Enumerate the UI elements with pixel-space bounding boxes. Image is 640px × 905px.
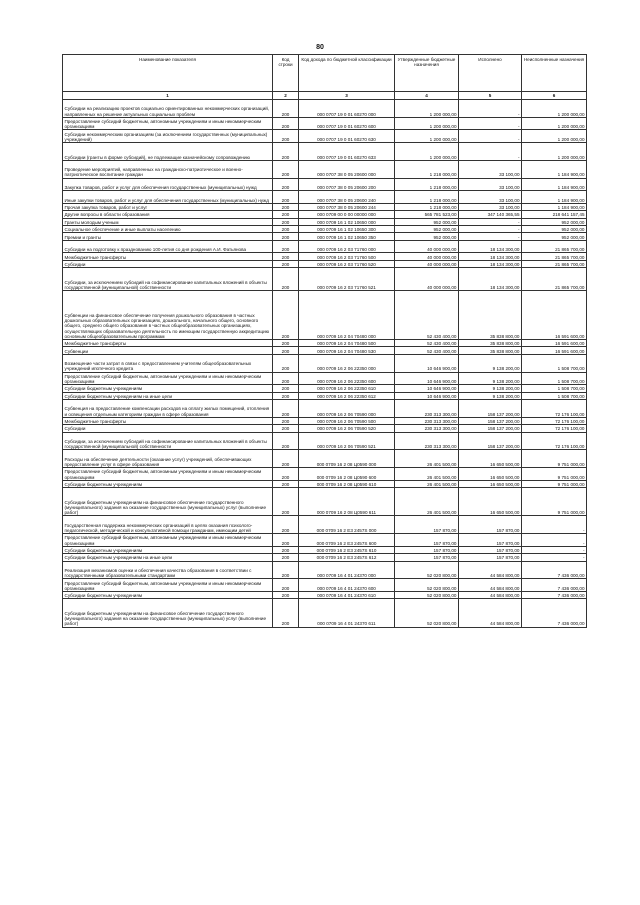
indicator-name-cell: Субсидии на реализацию проектов социально ориентированных некоммерческих организаций, направленных на решение актуальных социальных проблем [63,100,273,118]
line-code-cell: 200 [273,400,299,418]
approved-amount-cell: 52 430 400,00 [395,347,459,354]
approved-amount-cell: 565 781 523,00 [395,211,459,218]
line-code-cell: 200 [273,142,299,160]
line-code-cell: 200 [273,591,299,598]
line-code-cell: 200 [273,417,299,424]
approved-amount-cell: 40 000 000,00 [395,260,459,267]
approved-amount-cell: 26 401 500,00 [395,480,459,487]
page-number: 80 [316,44,324,51]
classification-code-cell: 000 0709 16 4 01 24370 611 [299,599,395,627]
line-code-cell: 200 [273,599,299,627]
executed-amount-cell: 44 584 800,00 [459,591,522,598]
executed-amount-cell: - [459,100,522,118]
classification-code-cell: 000 0709 16 2 04 70480 530 [299,347,395,354]
line-code-cell: 200 [273,554,299,561]
approved-amount-cell: 157 870,00 [395,546,459,553]
classification-code-cell: 000 0707 19 0 01 60270 000 [299,100,395,118]
unexecuted-amount-cell: 952 000,00 [522,225,587,232]
unexecuted-amount-cell: 1 200 000,00 [522,130,587,143]
classification-code-cell: 000 0709 16 4 01 24370 610 [299,591,395,598]
unexecuted-amount-cell: 21 865 700,00 [522,253,587,260]
approved-amount-cell: 40 000 000,00 [395,253,459,260]
approved-amount-cell: 1 218 000,00 [395,160,459,178]
line-code-cell: 200 [273,178,299,191]
indicator-name-cell: Субсидии, за исключением субсидий на софинансирование капитальных вложений в объекты государственной (муниципальной) собственности [63,432,273,450]
column-number: 1 [63,92,273,100]
indicator-name-cell: Субсидии некоммерческим организациям (за исключением государственных (муниципальных) учреждений) [63,130,273,143]
executed-amount-cell: 35 838 800,00 [459,340,522,347]
classification-code-cell: 000 0709 16 2 03 71760 500 [299,253,395,260]
executed-amount-cell: 158 137 200,00 [459,425,522,432]
column-number: 6 [522,92,587,100]
classification-code-cell: 000 0709 16 2 08 Ц0590 610 [299,480,395,487]
approved-amount-cell: 10 646 900,00 [395,385,459,392]
classification-code-cell: 000 0709 16 2 04 70480 500 [299,340,395,347]
column-number: 3 [299,92,395,100]
indicator-name-cell: Премии и гранты [63,233,273,240]
classification-code-cell: 000 0707 38 0 05 20600 240 [299,191,395,204]
executed-amount-cell: 33 100,00 [459,203,522,210]
unexecuted-amount-cell: 7 436 000,00 [522,591,587,598]
column-number: 2 [273,92,299,100]
line-code-cell: 200 [273,480,299,487]
classification-code-cell: 000 0709 16 2 06 70590 521 [299,432,395,450]
unexecuted-amount-cell: 72 176 100,00 [522,400,587,418]
executed-amount-cell: 157 870,00 [459,516,522,534]
table-row [63,225,587,232]
unexecuted-amount-cell: - [522,546,587,553]
line-code-cell: 200 [273,488,299,516]
table-row [63,211,587,218]
table-row [63,347,587,354]
approved-amount-cell: 1 218 000,00 [395,191,459,204]
line-code-cell: 200 [273,546,299,553]
line-code-cell: 200 [273,203,299,210]
indicator-name-cell: Субсидии на подготовку к празднованию 100-летия со дня рождения А.И. Фатьянова [63,240,273,253]
executed-amount-cell: 16 650 500,00 [459,480,522,487]
classification-code-cell: 000 0709 16 2 08 Ц0590 600 [299,468,395,481]
unexecuted-amount-cell: 1 200 000,00 [522,142,587,160]
indicator-name-cell: Субсидии бюджетным учреждениям [63,480,273,487]
classification-code-cell: 000 0709 16 2 03 71760 521 [299,268,395,291]
indicator-name-cell: Субсидии [63,425,273,432]
column-number: 4 [395,92,459,100]
unexecuted-amount-cell: 72 176 100,00 [522,425,587,432]
line-code-cell: 200 [273,117,299,130]
unexecuted-amount-cell: - [522,534,587,547]
approved-amount-cell: 52 020 800,00 [395,561,459,579]
indicator-name-cell: Реализация механизмов оценки и обеспечения качества образования в соответствии с государственными образовательными стандартами [63,561,273,579]
line-code-cell: 200 [273,225,299,232]
executed-amount-cell: 18 134 300,00 [459,268,522,291]
unexecuted-amount-cell: 7 436 000,00 [522,579,587,592]
line-code-cell: 200 [273,291,299,340]
line-code-cell: 200 [273,516,299,534]
approved-amount-cell: 1 218 000,00 [395,178,459,191]
table-header-row [63,55,587,92]
table-row [63,579,587,592]
table-row [63,468,587,481]
indicator-name-cell: Субсидии бюджетным учреждениям на финансовое обеспечение государственного (муниципального) задания на оказание государственных (муниципальных) услуг (выполнение работ) [63,488,273,516]
indicator-name-cell: Предоставление субсидий бюджетным, автономным учреждениям и иным некоммерческим организациям [63,579,273,592]
executed-amount-cell: 157 870,00 [459,534,522,547]
classification-code-cell: 000 0709 16 2 06 22350 600 [299,372,395,385]
header-line-code: Код строки [273,55,299,92]
executed-amount-cell: 33 100,00 [459,160,522,178]
line-code-cell: 200 [273,100,299,118]
classification-code-cell: 000 0709 16 2 E3 2457S 612 [299,554,395,561]
table-row [63,340,587,347]
indicator-name-cell: Гранты молодым ученым [63,218,273,225]
executed-amount-cell: - [459,130,522,143]
approved-amount-cell: 230 313 300,00 [395,417,459,424]
indicator-name-cell: Прочая закупка товаров, работ и услуг [63,203,273,210]
classification-code-cell: 000 0709 16 2 04 70480 000 [299,291,395,340]
approved-amount-cell: 230 313 300,00 [395,425,459,432]
approved-amount-cell: 40 000 000,00 [395,240,459,253]
indicator-name-cell: Закупка товаров, работ и услуг для обеспечения государственных (муниципальных) нужд [63,178,273,191]
table-row [63,400,587,418]
indicator-name-cell: Субвенция на предоставление компенсации расходов на оплату жилых помещений, отопления и освещения отдельным категориям граждан в сфере образования [63,400,273,418]
budget-execution-table [62,54,587,628]
line-code-cell: 200 [273,233,299,240]
classification-code-cell: 000 0709 16 2 06 70590 500 [299,417,395,424]
table-row [63,142,587,160]
indicator-name-cell: Субсидии бюджетным учреждениям [63,591,273,598]
line-code-cell: 200 [273,468,299,481]
unexecuted-amount-cell: 1 184 900,00 [522,203,587,210]
table-row [63,480,587,487]
line-code-cell: 200 [273,130,299,143]
approved-amount-cell: 26 401 500,00 [395,450,459,468]
unexecuted-amount-cell: 218 641 157,45 [522,211,587,218]
line-code-cell: 200 [273,218,299,225]
executed-amount-cell: 157 870,00 [459,546,522,553]
table-body [63,100,587,628]
executed-amount-cell: 44 584 800,00 [459,561,522,579]
executed-amount-cell: 16 650 500,00 [459,488,522,516]
table-row [63,599,587,627]
header-approved: Утвержденные бюджетные назначения [395,55,459,92]
indicator-name-cell: Предоставление субсидий бюджетным, автономным учреждениям и иным некоммерческим организациям [63,468,273,481]
classification-code-cell: 000 0709 16 2 E3 2457S 610 [299,546,395,553]
executed-amount-cell: 16 650 500,00 [459,468,522,481]
header-classification-code: Код дохода по бюджетной классификации [299,55,395,92]
line-code-cell: 200 [273,268,299,291]
indicator-name-cell: Предоставление субсидий бюджетным, автономным учреждениям и иным некоммерческим организациям [63,534,273,547]
indicator-name-cell: Субвенции на финансовое обеспечение получения дошкольного образования в частных дошкольных образовательных организациях, дошкольного, начального общего, основного общего, среднего общего образования в частных общеобразовательных организациях, осуществляющих образовательную деятельность по имеющим государственную аккредитацию основным общеобразовательным программам [63,291,273,340]
executed-amount-cell: - [459,233,522,240]
classification-code-cell: 000 0707 38 0 05 20600 200 [299,178,395,191]
approved-amount-cell: 1 218 000,00 [395,203,459,210]
executed-amount-cell: 44 584 800,00 [459,579,522,592]
unexecuted-amount-cell: 1 184 900,00 [522,160,587,178]
classification-code-cell: 000 0709 16 2 06 22350 612 [299,392,395,399]
indicator-name-cell: Социальное обеспечение и иные выплаты населению [63,225,273,232]
classification-code-cell: 000 0707 19 0 01 60270 633 [299,142,395,160]
executed-amount-cell: 33 100,00 [459,178,522,191]
classification-code-cell: 000 0709 16 2 06 22350 000 [299,354,395,372]
table-row [63,425,587,432]
approved-amount-cell: 1 200 000,00 [395,142,459,160]
executed-amount-cell: 158 137 200,00 [459,432,522,450]
executed-amount-cell: 347 140 365,55 [459,211,522,218]
line-code-cell: 200 [273,347,299,354]
unexecuted-amount-cell: 72 176 100,00 [522,432,587,450]
classification-code-cell: 000 0707 38 0 05 20600 000 [299,160,395,178]
line-code-cell: 200 [273,253,299,260]
unexecuted-amount-cell: 1 200 000,00 [522,100,587,118]
unexecuted-amount-cell: - [522,516,587,534]
header-executed: Исполнено [459,55,522,92]
line-code-cell: 200 [273,340,299,347]
classification-code-cell: 000 0707 19 0 01 60270 630 [299,130,395,143]
executed-amount-cell: 157 870,00 [459,554,522,561]
approved-amount-cell: 952 000,00 [395,218,459,225]
executed-amount-cell: 33 100,00 [459,191,522,204]
table-row [63,354,587,372]
table-row [63,488,587,516]
executed-amount-cell: - [459,225,522,232]
approved-amount-cell: 1 200 000,00 [395,130,459,143]
unexecuted-amount-cell: 72 176 100,00 [522,417,587,424]
classification-code-cell: 000 0709 16 2 08 Ц0590 611 [299,488,395,516]
line-code-cell: 200 [273,354,299,372]
table-row [63,253,587,260]
approved-amount-cell: 157 870,00 [395,516,459,534]
unexecuted-amount-cell: 1 508 700,00 [522,354,587,372]
unexecuted-amount-cell: 9 751 000,00 [522,488,587,516]
table-row [63,392,587,399]
indicator-name-cell: Межбюджетные трансферты [63,253,273,260]
approved-amount-cell: 1 200 000,00 [395,100,459,118]
classification-code-cell: 000 0709 16 1 02 10650 300 [299,225,395,232]
executed-amount-cell: - [459,142,522,160]
classification-code-cell: 000 0709 16 2 E3 2457S 000 [299,516,395,534]
table-row [63,178,587,191]
executed-amount-cell: - [459,117,522,130]
table-row [63,417,587,424]
indicator-name-cell: Межбюджетные трансферты [63,417,273,424]
table-row [63,260,587,267]
executed-amount-cell: 35 838 800,00 [459,347,522,354]
unexecuted-amount-cell: 9 751 000,00 [522,480,587,487]
classification-code-cell: 000 0707 38 0 05 20600 244 [299,203,395,210]
approved-amount-cell: 157 870,00 [395,534,459,547]
executed-amount-cell: 9 138 200,00 [459,385,522,392]
indicator-name-cell: Субсидии бюджетным учреждениям [63,385,273,392]
unexecuted-amount-cell: 16 591 600,00 [522,347,587,354]
line-code-cell: 200 [273,432,299,450]
indicator-name-cell: Государственная поддержка некоммерческих организаций в целях оказания психолого-педагогической, методической и консультативной помощи гражданам, имеющим детей [63,516,273,534]
table-row [63,240,587,253]
unexecuted-amount-cell: 952 000,00 [522,218,587,225]
unexecuted-amount-cell: 16 591 600,00 [522,340,587,347]
classification-code-cell: 000 0709 16 2 03 71760 520 [299,260,395,267]
indicator-name-cell: Субсидии (гранты в форме субсидий), не подлежащие казначейскому сопровождению [63,142,273,160]
classification-code-cell: 000 0709 16 4 01 24370 000 [299,561,395,579]
approved-amount-cell: 230 313 300,00 [395,432,459,450]
table-row [63,561,587,579]
line-code-cell: 200 [273,240,299,253]
line-code-cell: 200 [273,534,299,547]
line-code-cell: 200 [273,561,299,579]
classification-code-cell: 000 0709 16 2 03 71760 000 [299,240,395,253]
line-code-cell: 200 [273,425,299,432]
indicator-name-cell: Предоставление субсидий бюджетным, автономным учреждениям и иным некоммерческим организациям [63,372,273,385]
table-row [63,534,587,547]
classification-code-cell: 000 0709 16 2 E3 2457S 600 [299,534,395,547]
unexecuted-amount-cell: 7 436 000,00 [522,561,587,579]
indicator-name-cell: Субсидии [63,260,273,267]
table-row [63,268,587,291]
table-row [63,554,587,561]
table-row [63,203,587,210]
approved-amount-cell: 40 000 000,00 [395,268,459,291]
executed-amount-cell: 9 138 200,00 [459,372,522,385]
executed-amount-cell: 18 134 300,00 [459,253,522,260]
table-row [63,160,587,178]
unexecuted-amount-cell: 1 184 900,00 [522,178,587,191]
indicator-name-cell: Субсидии бюджетным учреждениям на финансовое обеспечение государственного (муниципального) задания на оказание государственных (муниципальных) услуг (выполнение работ) [63,599,273,627]
indicator-name-cell: Межбюджетные трансферты [63,340,273,347]
unexecuted-amount-cell: 1 184 900,00 [522,191,587,204]
table-row [63,516,587,534]
line-code-cell: 200 [273,260,299,267]
line-code-cell: 200 [273,160,299,178]
table-row [63,130,587,143]
executed-amount-cell: 18 134 300,00 [459,260,522,267]
indicator-name-cell: Другие вопросы в области образования [63,211,273,218]
table-row [63,591,587,598]
indicator-name-cell: Проведение мероприятий, направленных на гражданско-патриотическое и военно-патриотическое воспитание граждан [63,160,273,178]
unexecuted-amount-cell: 16 591 600,00 [522,291,587,340]
table-row [63,372,587,385]
indicator-name-cell: Предоставление субсидий бюджетным, автономным учреждениям и иным некоммерческим организациям [63,117,273,130]
approved-amount-cell: 52 430 400,00 [395,340,459,347]
approved-amount-cell: 52 020 800,00 [395,579,459,592]
executed-amount-cell: 158 137 200,00 [459,417,522,424]
unexecuted-amount-cell: 1 200 000,00 [522,117,587,130]
unexecuted-amount-cell: - [522,554,587,561]
approved-amount-cell: 952 000,00 [395,233,459,240]
classification-code-cell: 000 0709 00 0 00 00000 000 [299,211,395,218]
line-code-cell: 200 [273,385,299,392]
table-row [63,546,587,553]
unexecuted-amount-cell: 21 865 700,00 [522,240,587,253]
classification-code-cell: 000 0707 19 0 01 60270 600 [299,117,395,130]
executed-amount-cell: 44 584 800,00 [459,599,522,627]
executed-amount-cell: 35 838 800,00 [459,291,522,340]
table-row [63,432,587,450]
classification-code-cell: 000 0709 16 4 01 24370 600 [299,579,395,592]
approved-amount-cell: 26 401 500,00 [395,488,459,516]
approved-amount-cell: 52 020 800,00 [395,591,459,598]
classification-code-cell: 000 0709 16 2 06 70590 000 [299,400,395,418]
approved-amount-cell: 952 000,00 [395,225,459,232]
executed-amount-cell: - [459,218,522,225]
executed-amount-cell: 9 138 200,00 [459,354,522,372]
line-code-cell: 200 [273,392,299,399]
table-row [63,100,587,118]
header-unexecuted: Неисполненные назначения [522,55,587,92]
table-row [63,233,587,240]
executed-amount-cell: 16 650 500,00 [459,450,522,468]
column-number-row [63,92,587,100]
unexecuted-amount-cell: 21 865 700,00 [522,268,587,291]
unexecuted-amount-cell: 1 508 700,00 [522,392,587,399]
executed-amount-cell: 18 134 300,00 [459,240,522,253]
table-row [63,291,587,340]
approved-amount-cell: 10 646 900,00 [395,392,459,399]
line-code-cell: 200 [273,372,299,385]
classification-code-cell: 000 0709 16 1 02 10650 000 [299,218,395,225]
executed-amount-cell: 9 138 200,00 [459,392,522,399]
column-number: 5 [459,92,522,100]
approved-amount-cell: 52 020 800,00 [395,599,459,627]
indicator-name-cell: Субсидии бюджетным учреждениям на иные цели [63,392,273,399]
line-code-cell: 200 [273,579,299,592]
line-code-cell: 200 [273,211,299,218]
unexecuted-amount-cell: 9 751 000,00 [522,468,587,481]
unexecuted-amount-cell: 1 508 700,00 [522,372,587,385]
header-indicator-name: Наименование показателя [63,55,273,92]
indicator-name-cell: Субсидии, за исключением субсидий на софинансирование капитальных вложений в объекты государственной (муниципальной) собственности [63,268,273,291]
table-row [63,191,587,204]
unexecuted-amount-cell: 1 508 700,00 [522,385,587,392]
table-row [63,385,587,392]
approved-amount-cell: 157 870,00 [395,554,459,561]
indicator-name-cell: Расходы на обеспечение деятельности (оказание услуг) учреждений, обеспечивающих предоставление услуг в сфере образования [63,450,273,468]
classification-code-cell: 000 0709 16 2 06 22350 610 [299,385,395,392]
unexecuted-amount-cell: 7 436 000,00 [522,599,587,627]
indicator-name-cell: Иные закупки товаров, работ и услуг для обеспечения государственных (муниципальных) нужд [63,191,273,204]
unexecuted-amount-cell: 952 000,00 [522,233,587,240]
indicator-name-cell: Субсидии бюджетным учреждениям [63,546,273,553]
approved-amount-cell: 52 430 400,00 [395,291,459,340]
table-row [63,117,587,130]
classification-code-cell: 000 0709 16 1 02 10650 350 [299,233,395,240]
indicator-name-cell: Субсидии бюджетным учреждениям на иные цели [63,554,273,561]
classification-code-cell: 000 0709 16 2 06 70590 520 [299,425,395,432]
executed-amount-cell: 158 137 200,00 [459,400,522,418]
indicator-name-cell: Субвенции [63,347,273,354]
approved-amount-cell: 230 313 300,00 [395,400,459,418]
unexecuted-amount-cell: 21 865 700,00 [522,260,587,267]
line-code-cell: 200 [273,450,299,468]
classification-code-cell: 000 0709 16 2 08 Ц0590 000 [299,450,395,468]
indicator-name-cell: Возмещение части затрат в связи с предоставлением учителям общеобразовательных учреждений ипотечного кредита [63,354,273,372]
approved-amount-cell: 26 401 500,00 [395,468,459,481]
table-row [63,218,587,225]
table-row [63,450,587,468]
approved-amount-cell: 10 646 900,00 [395,372,459,385]
approved-amount-cell: 1 200 000,00 [395,117,459,130]
line-code-cell: 200 [273,191,299,204]
approved-amount-cell: 10 646 900,00 [395,354,459,372]
unexecuted-amount-cell: 9 751 000,00 [522,450,587,468]
